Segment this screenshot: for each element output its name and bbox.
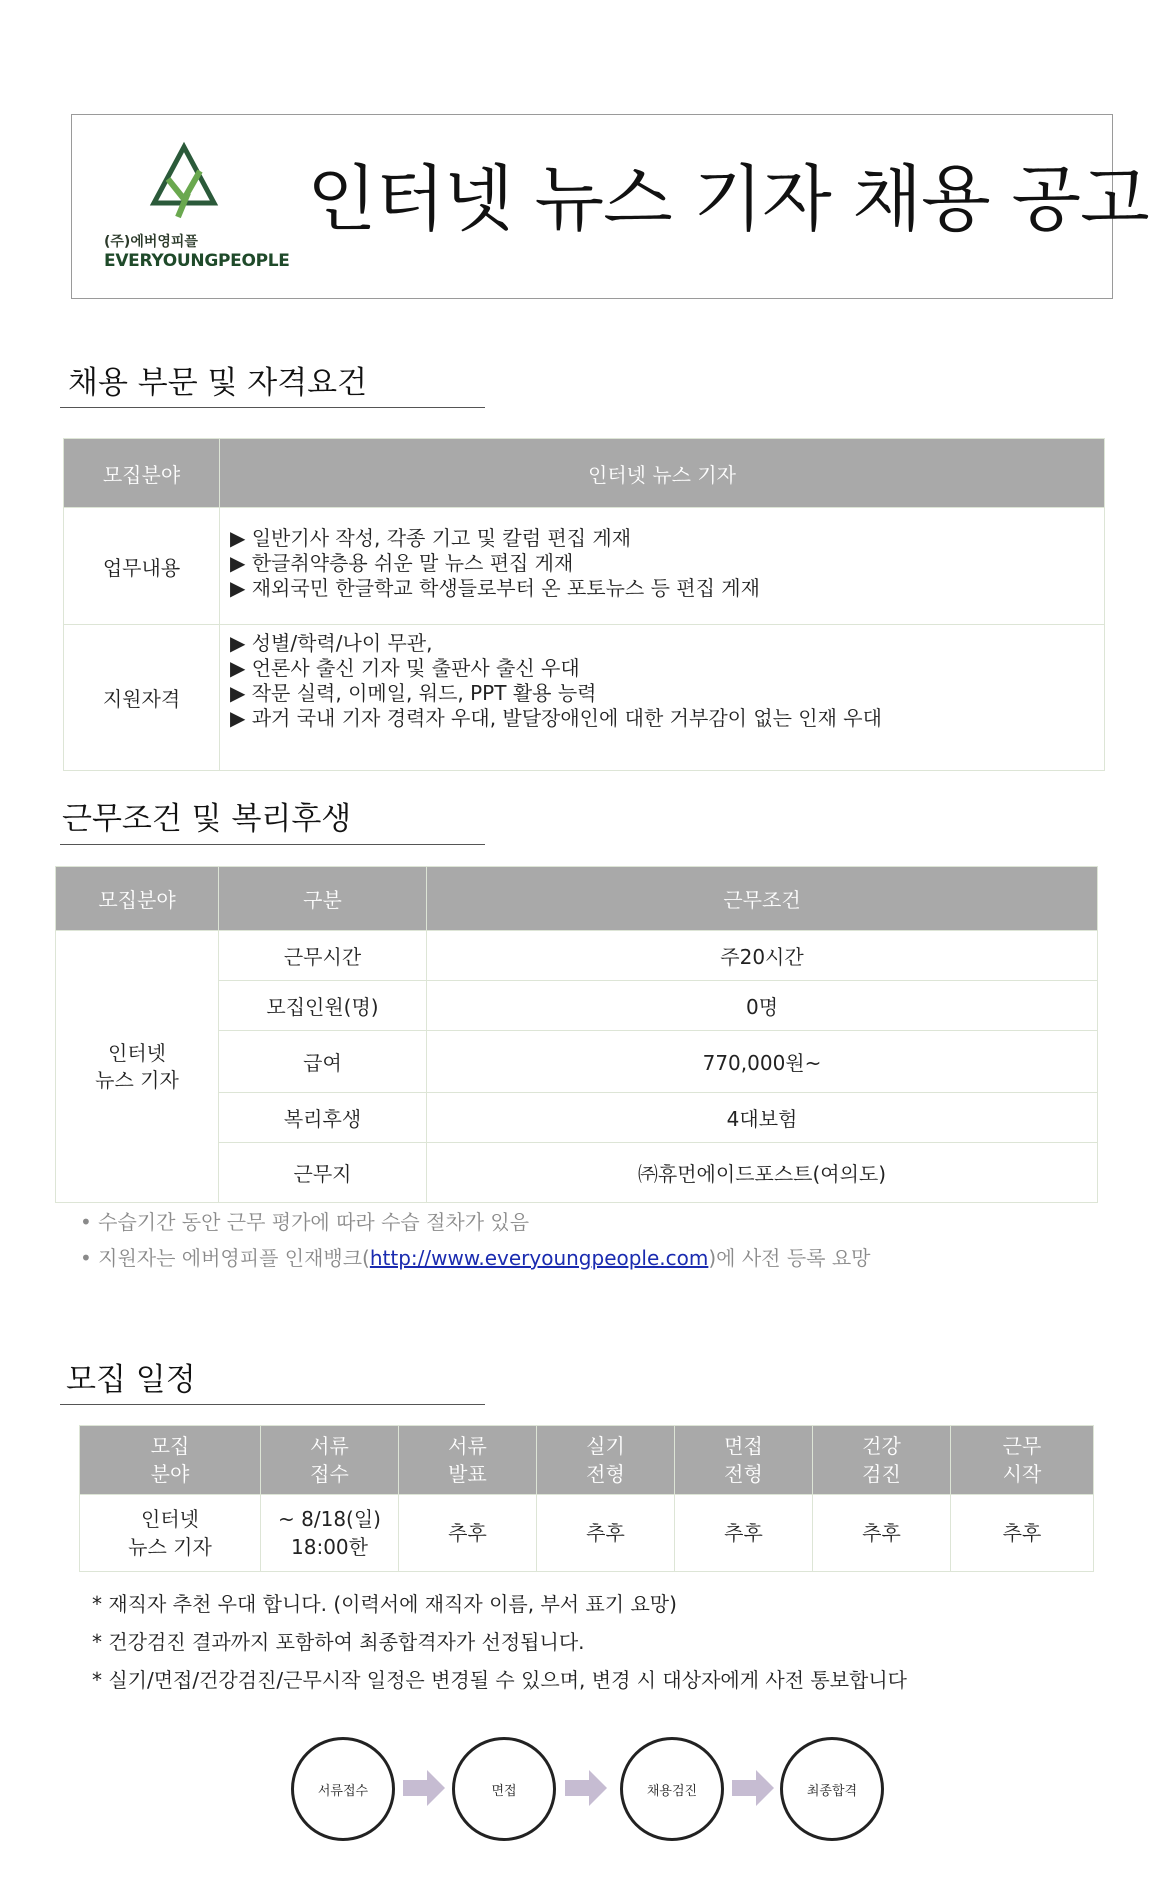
header-cell: 서류 접수 xyxy=(261,1426,399,1495)
header-cell: 모집 분야 xyxy=(80,1426,261,1495)
list-item: ▶ 성별/학력/나이 무관, xyxy=(230,631,433,655)
table-row xyxy=(64,625,1105,771)
list-item: ▶ 재외국민 한글학교 학생들로부터 온 포토뉴스 등 편집 게재 xyxy=(230,576,760,600)
category-cell: 급여 xyxy=(219,1031,427,1093)
header-field: 모집분야 xyxy=(64,439,220,508)
qualifications-list xyxy=(220,625,1105,771)
header-position: 인터넷 뉴스 기자 xyxy=(220,439,1105,508)
row-label-qualifications: 지원자격 xyxy=(64,625,220,771)
arrow-right-icon xyxy=(565,1770,607,1806)
flow-step-health-check: 채용검진 xyxy=(620,1737,724,1841)
schedule-table xyxy=(79,1425,1094,1572)
table-header-row xyxy=(80,1426,1094,1495)
list-item: ▶ 과거 국내 기자 경력자 우대, 발달장애인에 대한 거부감이 없는 인재 우대 xyxy=(230,706,882,730)
note-text: • 지원자는 에버영피플 인재뱅크( xyxy=(80,1246,370,1270)
section-heading-conditions: 근무조건 및 복리후생 xyxy=(62,801,352,837)
duties-list xyxy=(220,508,1105,625)
company-name-ko: (주)에버영피플 xyxy=(104,234,198,250)
header-condition: 근무조건 xyxy=(427,867,1098,931)
field-cell xyxy=(56,931,219,1203)
note-text: )에 사전 등록 요망 xyxy=(708,1246,871,1270)
section-divider xyxy=(60,844,485,845)
requirements-table xyxy=(63,438,1105,771)
flow-step-interview: 면접 xyxy=(452,1737,556,1841)
list-item: ▶ 언론사 출신 기자 및 출판사 출신 우대 xyxy=(230,656,580,680)
company-name-en: EVERYOUNGPEOPLE xyxy=(104,251,290,271)
note-registration xyxy=(80,1242,870,1271)
field-line-1: 인터넷 xyxy=(108,1040,166,1065)
note-probation: • 수습기간 동안 근무 평가에 따라 수습 절차가 있음 xyxy=(80,1210,530,1234)
category-cell: 모집인원(명) xyxy=(219,981,427,1031)
table-row xyxy=(64,508,1105,625)
table-row xyxy=(56,931,1098,981)
header-cell: 건강 검진 xyxy=(813,1426,951,1495)
value-cell: 4대보험 xyxy=(427,1093,1098,1143)
flow-step-final: 최종합격 xyxy=(780,1737,884,1841)
arrow-right-icon xyxy=(732,1770,774,1806)
header-cell: 면접 전형 xyxy=(675,1426,813,1495)
section-divider xyxy=(60,407,485,408)
practical-cell: 추후 xyxy=(537,1495,675,1572)
table-header-row xyxy=(64,439,1105,508)
header-cell: 근무 시작 xyxy=(951,1426,1094,1495)
value-cell: 주20시간 xyxy=(427,931,1098,981)
list-item: ▶ 작문 실력, 이메일, 워드, PPT 활용 능력 xyxy=(230,681,597,705)
field-line-2: 뉴스 기자 xyxy=(95,1067,179,1092)
table-header-row xyxy=(56,867,1098,931)
flow-step-documents: 서류접수 xyxy=(291,1737,395,1841)
header-category: 구분 xyxy=(219,867,427,931)
start-cell: 추후 xyxy=(951,1495,1094,1572)
table-row xyxy=(80,1495,1094,1572)
interview-cell: 추후 xyxy=(675,1495,813,1572)
value-cell: 0명 xyxy=(427,981,1098,1031)
company-logo xyxy=(104,141,304,291)
list-item: ▶ 한글취약층용 쉬운 말 뉴스 편집 게재 xyxy=(230,551,574,575)
header-cell: 실기 전형 xyxy=(537,1426,675,1495)
section-heading-schedule: 모집 일정 xyxy=(66,1362,196,1398)
section-heading-requirements: 채용 부문 및 자격요건 xyxy=(68,365,368,401)
arrow-right-icon xyxy=(403,1770,445,1806)
field-cell: 인터넷 뉴스 기자 xyxy=(80,1495,261,1572)
star-note: * 실기/면접/건강검진/근무시작 일정은 변경될 수 있으며, 변경 시 대상자에게 사전 통보합니다 xyxy=(92,1668,907,1692)
section-divider xyxy=(60,1404,485,1405)
doc-submission-cell: ~ 8/18(일) 18:00한 xyxy=(261,1495,399,1572)
talent-bank-link[interactable]: http://www.everyoungpeople.com xyxy=(369,1246,709,1270)
health-check-cell: 추후 xyxy=(813,1495,951,1572)
list-item: ▶ 일반기사 작성, 각종 기고 및 칼럼 편집 게재 xyxy=(230,526,632,550)
doc-result-cell: 추후 xyxy=(399,1495,537,1572)
value-cell: ㈜휴먼에이드포스트(여의도) xyxy=(427,1143,1098,1203)
value-cell: 770,000원~ xyxy=(427,1031,1098,1093)
category-cell: 근무시간 xyxy=(219,931,427,981)
header-cell: 서류 발표 xyxy=(399,1426,537,1495)
category-cell: 근무지 xyxy=(219,1143,427,1203)
header-field: 모집분야 xyxy=(56,867,219,931)
page-title: 인터넷 뉴스 기자 채용 공고 xyxy=(307,157,1149,241)
header-box xyxy=(71,114,1149,299)
row-label-duties: 업무내용 xyxy=(64,508,220,625)
logo-mark-icon xyxy=(144,141,224,221)
category-cell: 복리후생 xyxy=(219,1093,427,1143)
conditions-table xyxy=(55,866,1098,1203)
star-note: * 건강검진 결과까지 포함하여 최종합격자가 선정됩니다. xyxy=(92,1630,585,1654)
star-note: * 재직자 추천 우대 합니다. (이력서에 재직자 이름, 부서 표기 요망) xyxy=(92,1592,677,1616)
